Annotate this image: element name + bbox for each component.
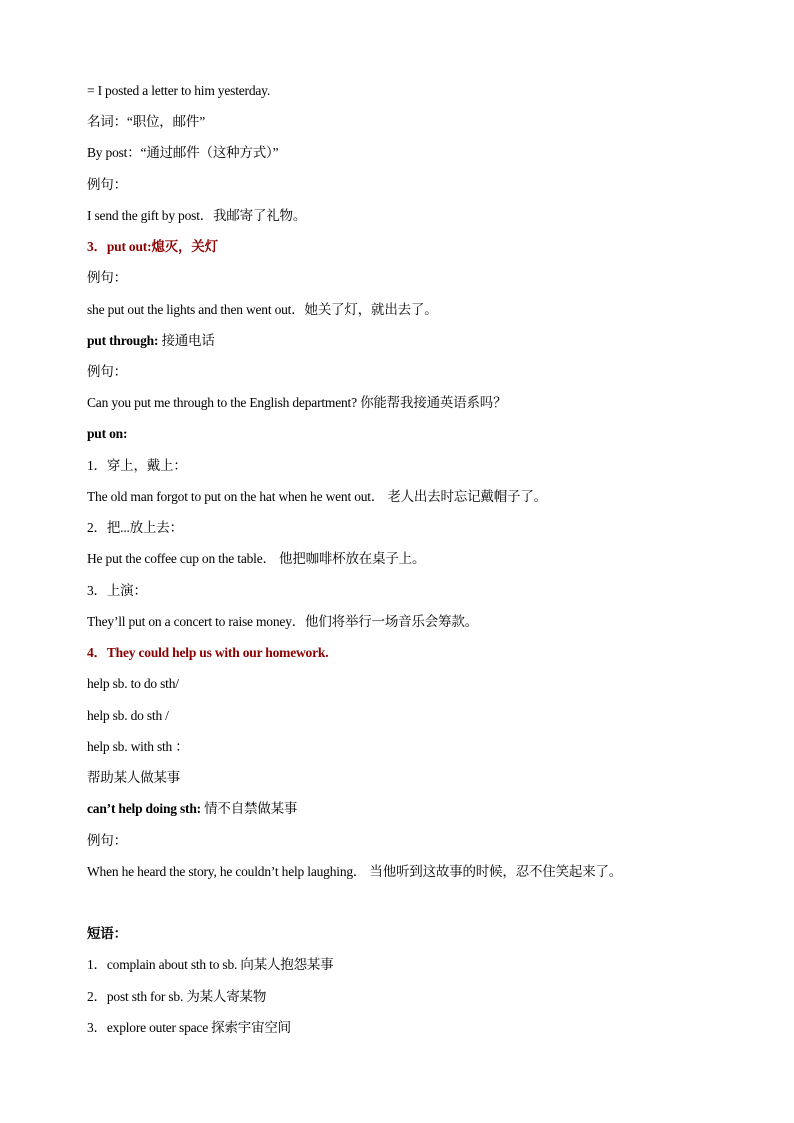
text-line: help sb. with sth ： bbox=[87, 739, 189, 754]
text-line: help sb. do sth / bbox=[87, 708, 169, 723]
text-line: 例句： bbox=[87, 177, 127, 192]
text-line: 例句： bbox=[87, 270, 127, 285]
phrase-meaning: 接通电话 bbox=[158, 333, 215, 348]
text-line: Can you put me through to the English department? 你能帮我接通英语系吗？ bbox=[87, 395, 507, 410]
text-line: 2．把...放上去： bbox=[87, 520, 183, 535]
phrase-line bbox=[87, 332, 215, 350]
text-line: When he heard the story, he couldn’t help laughing． 当他听到这故事的时候，忍不住笑起来了。 bbox=[87, 864, 623, 879]
text-line: 名词：“职位，邮件” bbox=[87, 114, 205, 129]
section-heading: 短语： bbox=[87, 926, 127, 941]
text-line: = I posted a letter to him yesterday. bbox=[87, 83, 271, 98]
text-line: 例句： bbox=[87, 833, 127, 848]
text-line: They’ll put on a concert to raise money．他们将举行一场音乐会筹款。 bbox=[87, 614, 478, 629]
text-line: 3．上演： bbox=[87, 583, 147, 598]
text-line: He put the coffee cup on the table． 他把咖啡杯放在桌子上。 bbox=[87, 551, 426, 566]
text-line: I send the gift by post．我邮寄了礼物。 bbox=[87, 208, 307, 223]
text-line: 3．explore outer space 探索宇宙空间 bbox=[87, 1020, 291, 1035]
text-line: she put out the lights and then went out．她关了灯，就出去了。 bbox=[87, 302, 438, 317]
text-line: 1．穿上，戴上： bbox=[87, 458, 187, 473]
phrase-meaning: 情不自禁做某事 bbox=[200, 801, 298, 816]
text-line: 1．complain about sth to sb. 向某人抱怨某事 bbox=[87, 957, 334, 972]
text-line: 2．post sth for sb. 为某人寄某物 bbox=[87, 989, 267, 1004]
text-line: help sb. to do sth/ bbox=[87, 676, 179, 691]
phrase-term: put through: bbox=[87, 333, 159, 348]
section-heading: 4．They could help us with our homework. bbox=[87, 645, 329, 660]
text-line: 例句： bbox=[87, 364, 127, 379]
text-line: 帮助某人做某事 bbox=[87, 770, 181, 785]
phrase-term: put on: bbox=[87, 426, 128, 441]
text-line: The old man forgot to put on the hat when he went out． 老人出去时忘记戴帽子了。 bbox=[87, 489, 547, 504]
section-heading: 3．put out:熄灭，关灯 bbox=[87, 239, 218, 254]
phrase-term: can’t help doing sth: bbox=[87, 801, 201, 816]
phrase-line bbox=[87, 800, 297, 818]
text-line: By post：“通过邮件（这种方式）” bbox=[87, 145, 279, 160]
